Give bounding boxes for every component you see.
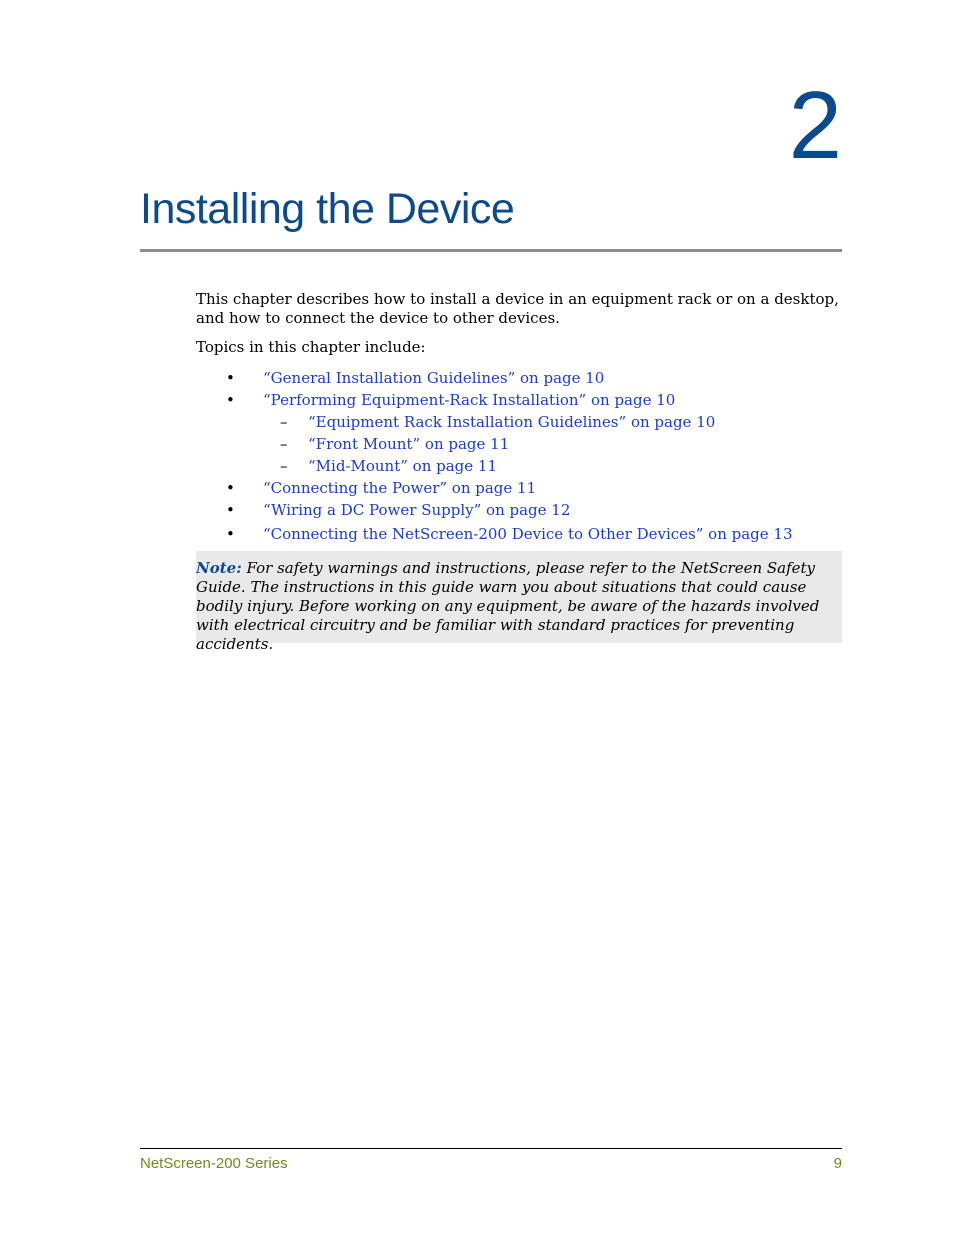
topic-link-rack-installation[interactable]: “Performing Equipment-Rack Installation” on page 10	[263, 391, 676, 409]
footer-product-name: NetScreen-200 Series	[140, 1155, 288, 1172]
safety-note	[196, 551, 842, 653]
bullet-marker: •	[226, 525, 235, 543]
topics-heading: Topics in this chapter include:	[196, 338, 426, 356]
chapter-title: Installing the Device	[140, 185, 515, 233]
dash-marker: –	[280, 413, 288, 431]
title-divider	[140, 249, 842, 252]
bullet-marker: •	[226, 501, 235, 519]
topic-link-front-mount[interactable]: “Front Mount” on page 11	[308, 435, 510, 453]
topic-link-connecting-power[interactable]: “Connecting the Power” on page 11	[263, 479, 537, 497]
footer-page-number: 9	[833, 1155, 842, 1172]
dash-marker: –	[280, 457, 288, 475]
list-item	[196, 433, 842, 455]
list-item	[196, 411, 842, 433]
list-item	[196, 499, 842, 521]
list-item	[196, 523, 842, 545]
note-text: For safety warnings and instructions, please refer to the NetScreen Safety Guide. The instructions in this guide warn you about situations that could cause bodily injury. Before working on any equipment, be aware of the hazards involved with electrical circuitry and be familiar with standard practices for preventing accidents.	[196, 559, 820, 653]
topic-link-rack-guidelines[interactable]: “Equipment Rack Installation Guidelines” on page 10	[308, 413, 716, 431]
dash-marker: –	[280, 435, 288, 453]
note-label: Note:	[196, 559, 242, 577]
bullet-marker: •	[226, 369, 235, 387]
footer-divider	[140, 1148, 842, 1149]
topic-link-general-installation[interactable]: “General Installation Guidelines” on page 10	[263, 369, 605, 387]
chapter-number: 2	[788, 72, 842, 179]
topic-link-dc-power[interactable]: “Wiring a DC Power Supply” on page 12	[263, 501, 571, 519]
topics-list	[196, 367, 842, 545]
intro-paragraph: This chapter describes how to install a device in an equipment rack or on a desktop, and how to connect the device to other devices.	[196, 290, 839, 327]
list-item	[196, 455, 842, 477]
list-item	[196, 477, 842, 499]
list-item	[196, 389, 842, 411]
topic-link-connecting-devices[interactable]: “Connecting the NetScreen-200 Device to Other Devices” on page 13	[263, 525, 793, 543]
chapter-body	[196, 290, 842, 545]
topic-link-mid-mount[interactable]: “Mid-Mount” on page 11	[308, 457, 498, 475]
bullet-marker: •	[226, 391, 235, 409]
bullet-marker: •	[226, 479, 235, 497]
list-item	[196, 367, 842, 389]
